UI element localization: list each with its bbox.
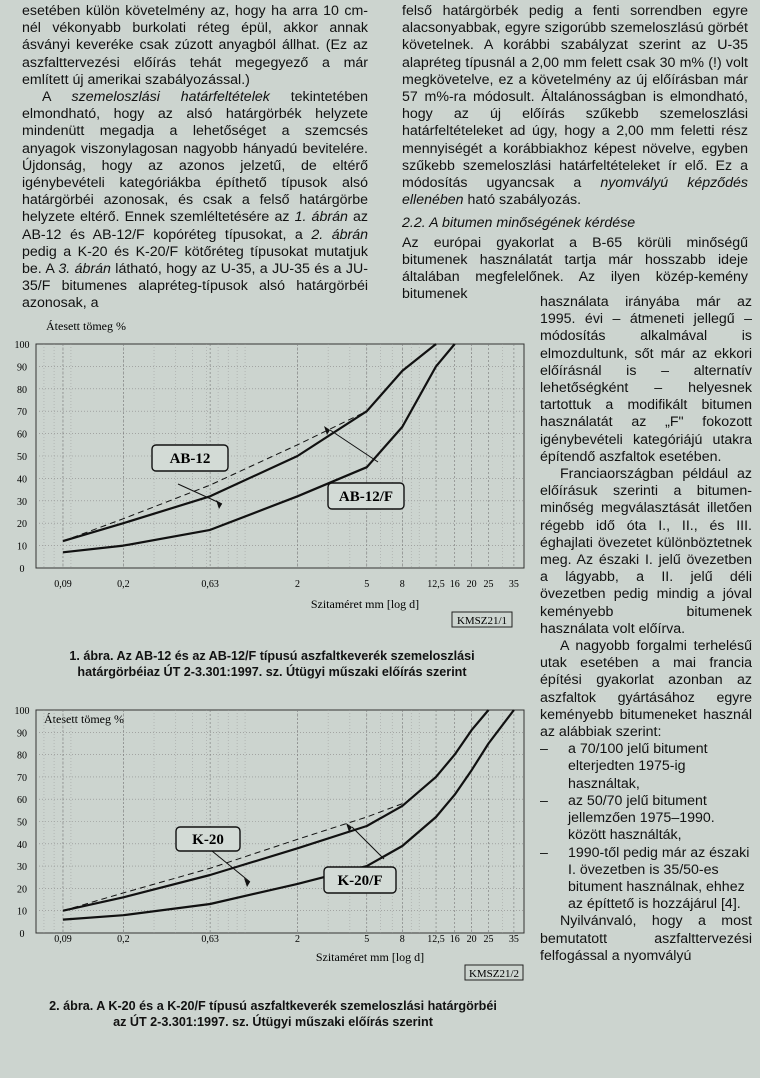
figure-code: KMSZ21/1 — [456, 615, 508, 627]
figure-1-caption — [22, 648, 522, 680]
x-tick-label: 2 — [294, 579, 300, 590]
text-run-italic: 2. ábrán — [311, 226, 368, 243]
series-line-dashed — [63, 804, 402, 911]
y-tick-label: 100 — [14, 340, 30, 351]
x-tick-label: 12,5 — [427, 934, 445, 945]
callout-label: K-20 — [192, 832, 224, 848]
y-tick-label: 20 — [17, 519, 27, 531]
right-para-1 — [402, 3, 748, 209]
x-tick-label: 25 — [483, 579, 494, 590]
text-run-italic: 1. ábrán — [294, 209, 348, 226]
list-item-text: az 50/70 jelű bitument jellemzően 1975–1990. között használták, — [568, 792, 715, 844]
right-para-2: Az európai gyakorlat a B-65 körüli minőségű bitumenek használatát tartja már hosszabb ideje általában megfelelőnek. Az ilyen közép-kemény bitumenek — [402, 234, 748, 303]
callout-arrowhead — [216, 500, 222, 509]
caption-line: 1. ábra. Az AB-12 és az AB-12/F típusú aszfaltkeverék szemeloszlási — [69, 649, 475, 663]
y-tick-label: 40 — [17, 474, 27, 486]
x-tick-label: 0,63 — [201, 934, 219, 945]
text-run: felső határgörbék pedig a fenti sorrendben egyre alacsonyabbak, egyre szigorúbb szemeloszlású görbét követelnek. A korábbi szabályzat szerint az U-35 alapréteg típusnál a 2,00 mm felett csak 30 m% (!) volt megkövetelve, ez a követelmény az új előírásban már 57 m%-ra módosult. Általánosságban is elmondható, hogy az új előírás szűkebb szemeloszlási határfeltételeket ad úgy, hogy a 2,00 mm feletti rész mennyiségét a korábbiakhoz képest növelve, egyben szűkebb szemeloszlási határfeltételeket ír elő. Ez a módosítás ugyancsak a — [402, 3, 748, 192]
narrow-para-3: A nagyobb forgalmi terhelésű utak esetében a mai francia építési gyakorlat azonban az aszfaltok gyártásához egyre keményebb bitumeneket használ az alábbiak szerint: — [540, 638, 752, 741]
x-axis-title: Szitaméret mm [log d] — [310, 597, 420, 611]
narrow-para-4: Nyilvánvaló, hogy a most bemutatott aszfalttervezési felfogással a nyomvályú — [540, 913, 752, 964]
y-tick-label: 10 — [17, 906, 27, 918]
section-heading: 2.2. A bitumen minőségének kérdése — [402, 215, 636, 232]
callout-label: K-20/F — [337, 873, 383, 889]
figure-2-caption — [8, 998, 538, 1030]
figure-1-chart — [0, 312, 530, 632]
bullet-list — [540, 741, 752, 913]
x-tick-label: 2 — [294, 934, 300, 945]
x-tick-label: 0,63 — [201, 579, 219, 590]
callout-arrow — [352, 827, 384, 859]
callout-label: AB-12 — [169, 451, 211, 467]
y-tick-label: 0 — [19, 929, 25, 940]
text-run: látható, hogy az U-35, a JU-35 és a JU-35/F bitumenes alapréteg-típusok alsó határgörbéi azonosak, a — [22, 261, 368, 312]
x-tick-label: 0,09 — [54, 934, 72, 945]
series-line — [63, 710, 489, 911]
text-run: A — [42, 89, 72, 106]
y-tick-label: 90 — [17, 728, 27, 740]
bullet-dash: – — [540, 792, 548, 809]
right-text-column — [402, 3, 748, 303]
curve-callout — [324, 823, 396, 893]
left-para-2 — [22, 89, 368, 313]
x-tick-label: 35 — [508, 934, 519, 945]
x-tick-label: 12,5 — [427, 579, 445, 590]
callout-label: AB-12/F — [338, 489, 394, 505]
y-tick-label: 60 — [17, 795, 27, 807]
x-tick-label: 20 — [466, 934, 477, 945]
caption-line: határgörbéiaz ÚT 2-3.301:1997. sz. Útügyi műszaki előírás szerint — [77, 665, 467, 679]
x-axis-title: Szitaméret mm [log d] — [315, 950, 425, 964]
y-axis-title: Átesett tömeg % — [44, 712, 124, 726]
y-tick-label: 30 — [17, 496, 27, 508]
y-tick-label: 60 — [17, 429, 27, 441]
y-tick-label: 80 — [17, 750, 27, 762]
narrow-text-column — [540, 294, 752, 965]
x-tick-label: 25 — [483, 934, 494, 945]
y-tick-label: 90 — [17, 362, 27, 374]
x-tick-label: 0,2 — [117, 934, 130, 945]
plot-area — [15, 706, 525, 945]
curve-callout — [176, 827, 250, 887]
x-tick-label: 5 — [364, 934, 370, 945]
bullet-dash: – — [540, 741, 548, 758]
list-item — [540, 845, 752, 914]
x-tick-label: 0,09 — [54, 579, 72, 590]
y-tick-label: 50 — [17, 452, 27, 463]
x-tick-label: 5 — [364, 579, 370, 590]
figure-code-box — [465, 965, 523, 980]
y-tick-label: 30 — [17, 862, 27, 874]
text-run-italic: szemeloszlási határfeltételek — [71, 89, 270, 106]
list-item-text: 1990-től pedig már az északi I. övezetben is 35/50-es bitument használnak, ehhez az építtető is hozzájárul [4]. — [568, 844, 750, 913]
list-item — [540, 741, 752, 793]
caption-line: az ÚT 2-3.301:1997. sz. Útügyi műszaki előírás szerint — [113, 1015, 433, 1029]
text-run: tekintetében elmondható, hogy az alsó határgörbék helyzete mindenütt megadja a lehetőséget a szemcsés anyagok viszonylagosan nagyobb hányadú bevitelére. Újdonság, hogy az azonos jelzetű, de eltérő igénybevételi kategóriákba építhető típusok alsó határgörbéi azonosak, és csak a felső határgörbe helyzete eltérő. Ennek szemléltetésére az — [22, 89, 369, 226]
list-item — [540, 793, 752, 845]
narrow-para-2: Franciaországban például az előírásuk szerinti a bitumen-minőség megválasztását illetően régebb idő óta I., II., és III. éghajlati övezetet különböztetnek meg. Az északi I. jelű övezetben a lágyabb, a II. jelű déli övezetben pedig mindig a jóval keményebb bitumenek használata volt előírva. — [540, 466, 752, 637]
plot-area — [15, 340, 525, 590]
figure-code-box — [452, 612, 512, 627]
series-line — [63, 344, 455, 552]
y-tick-label: 10 — [17, 541, 27, 553]
series-line — [63, 344, 436, 541]
y-tick-label: 20 — [17, 884, 27, 896]
x-tick-label: 0,2 — [117, 579, 130, 590]
y-tick-label: 50 — [17, 817, 27, 829]
y-tick-label: 40 — [17, 839, 27, 851]
text-run-italic: 3. ábrán — [58, 261, 111, 278]
x-tick-label: 8 — [399, 579, 405, 590]
y-tick-label: 70 — [17, 772, 27, 784]
y-tick-label: 0 — [19, 564, 25, 575]
narrow-para-1: használata irányába már az 1995. évi – átmeneti jellegű – módosítás alkalmával is elmozdultunk, sőt már az ekkori előírásnál is – alternatív lehetőségként – helyesnek tartottuk a modifikált bitumen használatát az „F" fokozott igénybevételi kategóriájú utakra építendő aszfaltok esetében. — [540, 294, 752, 465]
y-tick-label: 70 — [17, 407, 27, 419]
callout-arrow — [330, 430, 378, 462]
y-axis-title: Átesett tömeg % — [46, 319, 126, 333]
bullet-dash: – — [540, 844, 548, 861]
y-tick-label: 100 — [14, 706, 30, 717]
series-line-dashed — [63, 411, 367, 541]
x-tick-label: 8 — [399, 934, 405, 945]
list-item-text: a 70/100 jelű bitument elterjedten 1975-ig használtak, — [568, 741, 708, 792]
text-run: ható szabályozás. — [463, 192, 582, 209]
curve-callout — [152, 445, 228, 509]
y-tick-label: 80 — [17, 384, 27, 396]
x-tick-label: 16 — [449, 579, 460, 590]
left-para-1: esetében külön követelmény az, hogy ha arra 10 cm-nél vékonyabb burkolati réteg épül, akkor annak ásványi keveréke csak zúzott anyagból állhat. (Ez az aszfalttervezési előírás tehát megegyező a már említett új amerikai szabályozással.) — [22, 3, 368, 88]
text-run: pedig a K-20 és K-20/F kötőréteg típusokat mutatjuk be. A — [22, 243, 368, 278]
text-run-italic: nyomvályú képződés ellenében — [402, 175, 748, 209]
x-tick-label: 35 — [508, 579, 519, 590]
caption-line: 2. ábra. A K-20 és a K-20/F típusú aszfaltkeverék szemeloszlási határgörbéi — [49, 999, 497, 1013]
figure-2-chart — [0, 697, 530, 987]
left-text-column — [22, 3, 368, 313]
text-run: az AB-12 és AB-12/F kopóréteg típusokat, a — [22, 209, 368, 243]
callout-arrow — [212, 851, 250, 882]
x-tick-label: 20 — [466, 579, 477, 590]
figure-code: KMSZ21/2 — [468, 968, 520, 980]
x-tick-label: 16 — [449, 934, 460, 945]
